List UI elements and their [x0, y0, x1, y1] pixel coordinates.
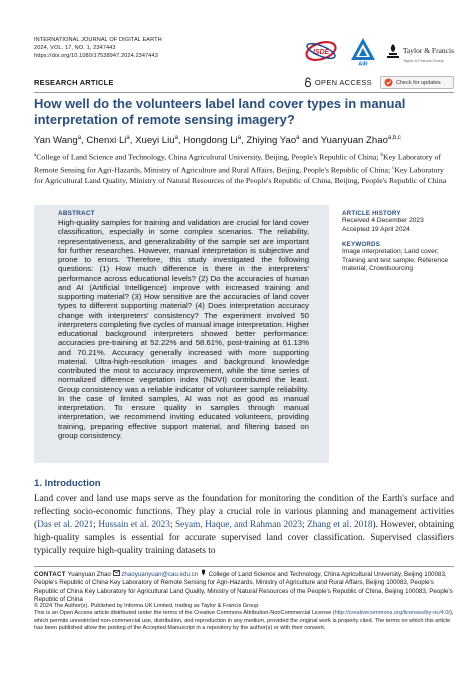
article-history-heading: ARTICLE HISTORY	[342, 210, 401, 217]
publisher-name: Taylor & Francis	[402, 45, 454, 55]
address-icon	[200, 569, 207, 576]
contact-footnote	[34, 569, 454, 605]
author[interactable]: Chenxi Li$^a$	[86, 135, 130, 147]
contact-address: College of Land Science and Technology, China Agricultural University, Beijing 100083, People's Republic of China Key Laboratory of Remote Sensing for Agri-Hazards, Ministry of Agriculture and Rural Affairs, Beijing 100083, People's Republic of China Key Laboratory for Agricultural Land Quality, Ministry of Natural Resources of the People's Republic of China, Beijing 100083, People's Republic of China	[34, 571, 453, 604]
open-access-badge	[304, 77, 372, 87]
affiliation: Key Laboratory for Agricultural Land Quality, Ministry of Natural Resources of the People's Republic of China, Beijing, People's Republic of China	[34, 165, 447, 186]
affiliation: College of Land Science and Technology, China Agricultural University, Beijing, People's Republic of China;	[36, 152, 381, 162]
received-date: Received 4 December 2023	[342, 217, 424, 224]
author[interactable]: Zhiying Yao$^a$	[246, 135, 300, 147]
footnote-divider	[34, 566, 454, 567]
contact-label: CONTACT	[34, 571, 66, 578]
citation-link[interactable]: Zhang et al. 2018	[307, 519, 373, 530]
article-type: RESEARCH ARTICLE	[34, 78, 114, 87]
accepted-date: Accepted 19 April 2024	[342, 225, 410, 233]
license-url[interactable]: http://creativecommons.org/licenses/by-nc/4.0/	[334, 610, 450, 617]
copyright-line: © 2024 The Author(s). Published by Informa UK Limited, trading as Taylor & Francis Group	[34, 603, 259, 609]
taylor-francis-logo	[386, 40, 454, 63]
keywords-text: Image interpretation; Land cover; Training and test sample; Reference material; Crowdsourcing	[342, 248, 449, 272]
lamp-icon	[386, 43, 400, 59]
header-divider	[34, 92, 454, 93]
article-info-sidebar	[342, 210, 454, 274]
author[interactable]: Yuanyuan Zhao$^{a,b,c}$	[320, 135, 401, 147]
publisher-logos	[302, 34, 454, 68]
citation-link[interactable]: Das et al. 2021	[37, 519, 94, 530]
isde-logo-text: ISDE	[312, 49, 330, 56]
check-for-updates-button[interactable]	[380, 76, 454, 89]
affiliations: $^a$College of Land Science and Technology, China Agricultural University, Beijing, People's Republic of China; $^b$Key Laboratory of Remote Sensing for Agri-Hazards, Ministry of Agriculture and Rural Affairs, Beijing, People's Republic of China; $^c$Key Laboratory for Agricultural Land Quality, Ministry of Natural Resources of the People's Republic of China, Beijing, People's Republic of China	[34, 152, 447, 186]
article-type-row	[34, 77, 454, 91]
air-logo-text: AIR	[358, 61, 368, 66]
citation-link[interactable]: Hussain et al. 2023	[98, 519, 170, 530]
publisher-sub: Taylor & Francis Group	[402, 57, 444, 63]
contact-email[interactable]: zhaoyuanyuan@cau.edu.cn	[121, 571, 199, 578]
updates-icon	[384, 78, 393, 87]
open-access-label: OPEN ACCESS	[314, 77, 372, 87]
contact-name: Yuanyuan Zhao	[67, 571, 111, 578]
author[interactable]: Xueyi Liu$^a$	[135, 135, 178, 147]
license-text: This is an Open Access article distributed under the terms of the Creative Commons Attribution-NonCommercial License (http://creativecommons.org/licenses/by-nc/4.0/), which permits unrestricted non-commercial use, distribution, and reproduction in any medium, provided the original work is properly cited. The terms on which this article has been published allow the posting of the Accepted Manuscript in a repository by the author(s) or with their consent.	[34, 610, 454, 632]
doi-link[interactable]: https://doi.org/10.1080/17538947.2024.2347443	[34, 53, 158, 59]
license-footnote	[34, 603, 454, 633]
email-icon	[113, 570, 120, 576]
abstract-heading: ABSTRACT	[58, 210, 95, 217]
article-title: How well do the volunteers label land cover types in manual interpretation of remote sensing imagery?	[34, 96, 406, 127]
and-word: and	[302, 135, 319, 147]
keywords-heading: KEYWORDS	[342, 241, 381, 248]
author[interactable]: Yan Wang$^a$	[34, 135, 82, 147]
journal-name: INTERNATIONAL JOURNAL OF DIGITAL EARTH	[34, 37, 162, 43]
author[interactable]: Hongdong Li$^a$	[183, 135, 242, 147]
abstract-text: High-quality samples for training and validation are crucial for land cover classification, especially in some complex scenarios. The reliability, representativeness, and generalizability of the sample set are important for further researches. However, manual interpretation is subjective and prone to errors. Therefore, this study investigated the following questions: (1) How much difference is there in the interpreters' performance across educational levels? (2) Do the accuracies of human and AI (Artificial Intelligence) improve with increased training and supporting material? (3) How sensitive are the accuracies of land cover types to different supporting material? (4) Does interpretation accuracy change with interpreters' consistency? The experiment involved 50 interpreters completing five cycles of manual image interpretation. Higher educational background interpreters showed better performance: accuracies pre-training at 52.22% and 58.61%, post-training at 61.13% and 70.21%. Accuracy generally increased with more supporting material. Ultra-high-resolution images and background knowledge contributed the most to accuracy improvement, while the time series of normalized difference vegetation index (NDVI) contributed the least. Group consistency was a reliable indicator of volunteer sample reliability. In the case of limited samples, AI was not as good as manual interpretation. To ensure quality in samples through manual interpretation, we recommend inviting educated volunteers, providing training, preparing effective support material, and filtering based on group consistency.	[58, 218, 309, 440]
abstract-box	[34, 205, 329, 463]
air-logo	[348, 36, 378, 66]
citation-link[interactable]: Seyam, Haque, and Rahman 2023	[175, 519, 303, 530]
open-lock-icon	[304, 77, 312, 87]
check-for-updates-label: Check for updates	[396, 79, 441, 86]
introduction-paragraph: Land cover and land use maps serve as the foundation for monitoring the condition of the Earth's surface and reflecting socio-economic functions. They play a crucial role in various planning and management activities (Das et al. 2021; Hussain et al. 2023; Seyam, Haque, and Rahman 2023; Zhang et al. 2018). However, obtaining high-quality samples is essential for accurate supervised land cover classification. Supervised classifiers typically require high-quality training datasets to	[34, 494, 455, 556]
affiliation: Key Laboratory of Remote Sensing for Agri-Hazards, Ministry of Agriculture and Rural Affairs, Beijing, People's Republic of China;	[34, 152, 441, 175]
isde-logo	[302, 38, 340, 64]
volume-line: 2024, VOL. 17, NO. 1, 2347443	[34, 45, 116, 51]
author-list: Yan Wang$^a$, Chenxi Li$^a$, Xueyi Liu$^a$, Hongdong Li$^a$, Zhiying Yao$^a$ and Yuanyuan Zhao$^{a,b,c}$	[34, 135, 401, 147]
section-heading-introduction: 1. Introduction	[34, 478, 101, 489]
